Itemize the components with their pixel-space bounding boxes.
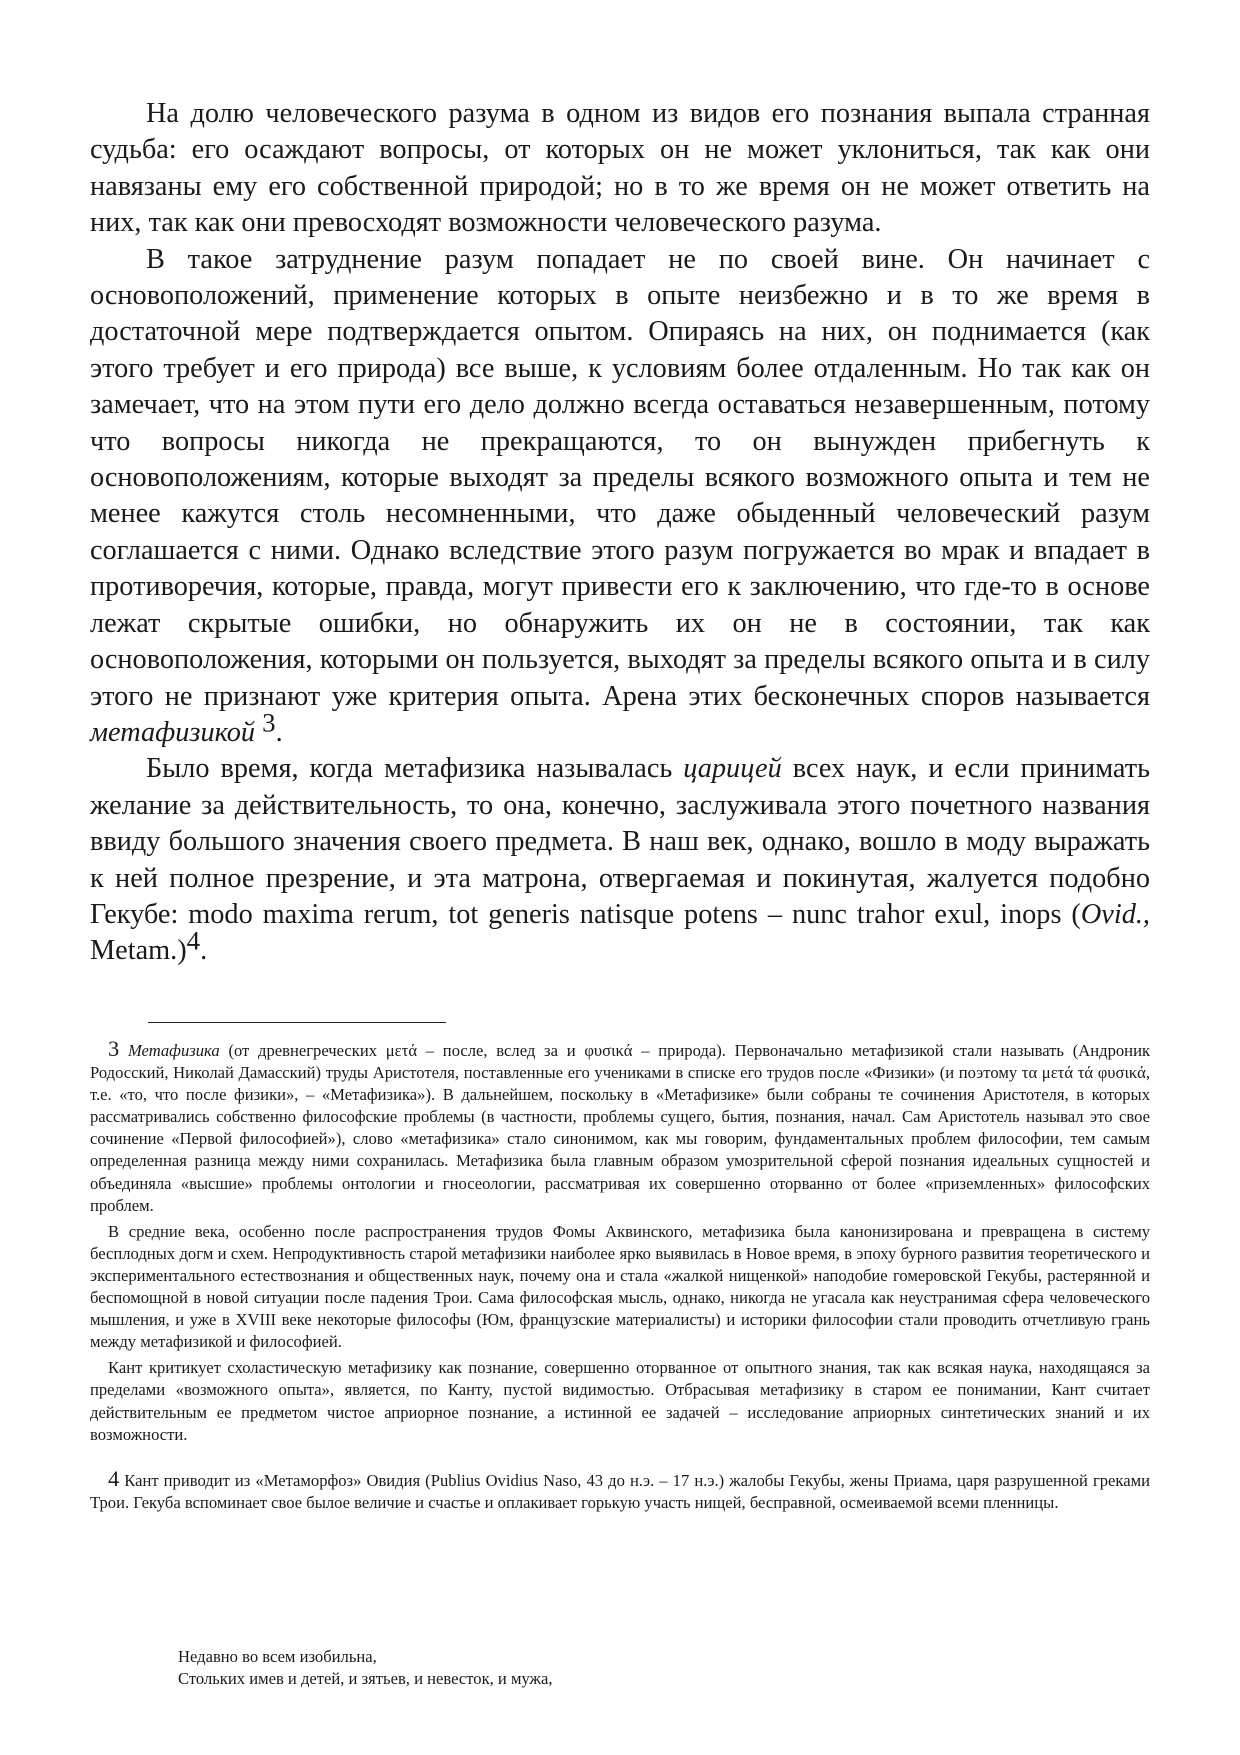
footnote-ref-3[interactable]: 3 <box>262 707 276 738</box>
footnotes <box>90 1038 1150 1514</box>
footnote-3-paragraph-3: Кант критикует схоластическую метафизику как познание, совершенно оторванное от опытного знания, так как всякая наука, находящаяся за пределами «возможного опыта», является, по Канту, пустой видимостью. Отбрасывая метафизику в старом ее понимании, Кант считает действительным ее предметом чистое априорное познание, а истинной ее задачей – исследование априорных синтетических знаний и их возможности. <box>90 1358 1150 1444</box>
verse-quote <box>178 1646 1078 1691</box>
footnote-4-mark: 4 <box>108 1465 120 1491</box>
footnote-3-paragraph-2: В средние века, особенно после распространения трудов Фомы Аквинского, метафизика была канонизирована и превращена в систему бесплодных догм и схем. Непродуктивность старой метафизики наиболее ярко выявилась в Новое время, в эпоху бурного развития теоретического и экспериментального естествознания и общественных наук, почему она и стала «жалкой нищенкой» наподобие гомеровской Гекубы, растерянной и беспомощной в новой ситуации после падения Трои. Сама философская мысль, однако, никогда не угасала как неустранимая сфера человеческого мышления, и уже в XVIII веке некоторые философы (Юм, французские материалисты) и историки философии стали проводить отчетливую грань между метафизикой и философией. <box>90 1221 1150 1352</box>
footnote-3-mark: 3 <box>108 1036 120 1061</box>
main-text <box>90 96 1150 970</box>
paragraph-3: Было время, когда метафизика называлась царицей всех наук, и если принимать желание за действительность, то она, конечно, заслуживала этого почетного названия ввиду большого значения своего предмета. В наш век, однако, вошло в моду выражать к ней полное презрение, и эта матрона, отвергаемая и покинутая, жалуется подобно Гекубе: modo maxima rerum, tot generis natisque potens – nunc trahor exul, inops (Ovid., Metam.)$^4$. <box>90 753 1151 967</box>
footnote-separator <box>148 1022 446 1023</box>
footnote-3-term: Метафизика <box>127 1041 220 1060</box>
paragraph-2: В такое затруднение разум попадает не по своей вине. Он начинает с основоположений, применение которых в опыте неизбежно и в то же время в достаточной мере подтверждается опытом. Опираясь на них, он поднимается (как этого требует и его природа) все выше, к условиям более отдаленным. Но так как он замечает, что на этом пути его дело должно всегда оставаться незавершенным, потому что вопросы никогда не прекращаются, то он вынужден прибегнуть к основоположениям, которые выходят за пределы всякого возможного опыта и тем не менее кажутся столь несомненными, что даже обыденный человеческий разум соглашается с ними. Однако вследствие этого разум погружается во мрак и впадает в противоречия, которые, правда, могут привести его к заключению, что где-то в основе лежат скрытые ошибки, но обнаружить их он не в состоянии, так как основоположения, которыми он пользуется, выходят за пределы всякого опыта и в силу этого не признают уже критерия опыта. Арена этих бесконечных споров называется метафизикой $^3$. <box>90 243 1150 748</box>
verse-line-2: Стольких имев и детей, и зятьев, и невесток, и мужа, <box>178 1669 553 1689</box>
footnote-ref-4[interactable]: 4 <box>186 925 201 956</box>
term-queen: царицей <box>683 753 782 785</box>
footnote-3: 3 Метафизика (от древнегреческих μετά – после, вслед за и φυσικά – природа). Первоначально метафизикой стали называть (Андроник Родосский, Николай Дамасский) труды Аристотеля, поставленные его учениками в списке его трудов после «Физики» (и поэтому τα μετά τά φυσικά, т.е. «то, что после физики», – «Метафизика»). В дальнейшем, поскольку в «Метафизике» были собраны те сочинения Аристотеля, в которых рассматривались собственно философские проблемы (в частности, проблемы сущего, бытия, познания, начал. Сам Аристотель называл это свое сочинение «Первой философией»), слово «метафизика» стало синонимом, как мы говорим, фундаментальных проблем философии, тем самым определенная разница между ними сохранилась. Метафизика была главным образом умозрительной сферой познания идеальных сущностей и объединяла «высшие» проблемы онтологии и гносеологии, рассматривая их совершенно оторванно от более «приземленных» философских проблем. <box>90 1036 1151 1215</box>
term-metaphysics: метафизикой <box>90 716 256 748</box>
paragraph-1: На долю человеческого разума в одном из видов его познания выпала странная судьба: его осаждают вопросы, от которых он не может уклониться, так как они навязаны ему его собственной природой; но в то же время он не может ответить на них, так как они превосходят возможности человеческого разума. <box>90 98 1150 239</box>
footnote-4: 4 Кант приводит из «Метаморфоз» Овидия (Publius Ovidius Naso, 43 до н.э. – 17 н.э.) жалобы Гекубы, жены Приама, царя разрушенной греками Трои. Гекуба вспоминает свое былое величие и счастье и оплакивает горькую участь нищей, бесправной, осмеиваемой всеми пленницы. <box>90 1465 1150 1512</box>
verse-line-1: Недавно во всем изобильна, <box>178 1647 377 1666</box>
citation-ovid: Ovid., <box>1080 898 1150 930</box>
